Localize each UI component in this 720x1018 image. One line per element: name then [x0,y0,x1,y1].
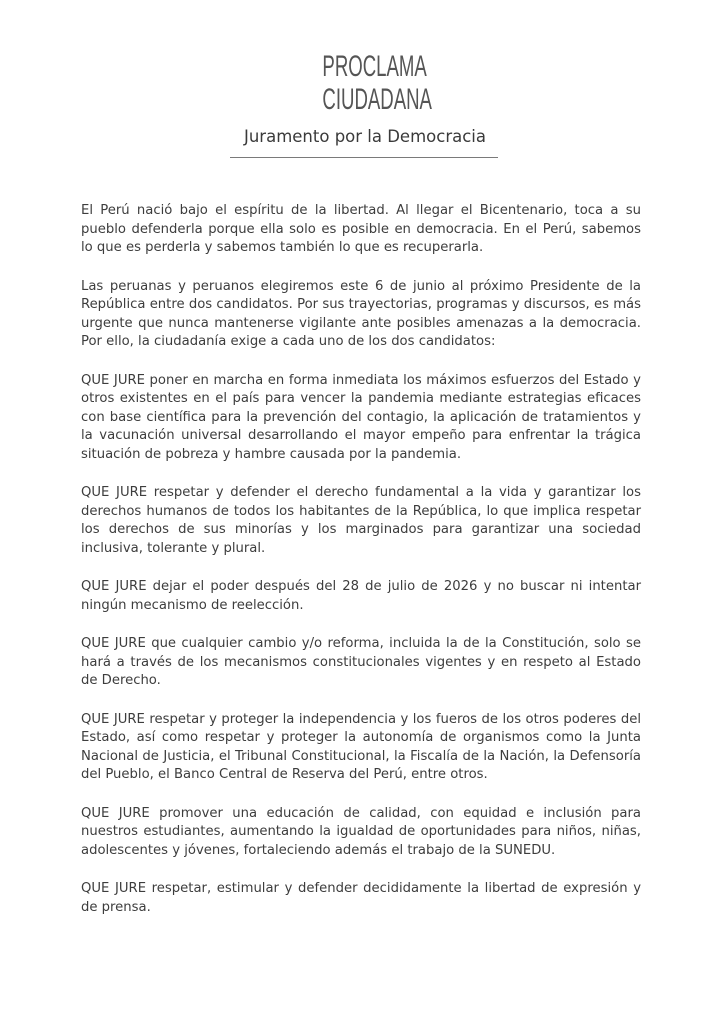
paragraph-oath-term-limit: QUE JURE dejar el poder después del 28 de julio de 2026 y no buscar ni intentar ningún mecanismo de reelección. [81,579,641,613]
subtitle-divider [230,157,498,158]
paragraph-oath-separation-of-powers: QUE JURE respetar y proteger la independencia y los fueros de los otros poderes del Estado, así como respetar y proteger la autonomía de organismos como la Junta Nacional de Justicia, el Tribunal Constitucional, la Fiscalía de la Nación, la Defensoría del Pueblo, el Banco Central de Reserva del Perú, entre otros. [81,711,641,782]
paragraph-election: Las peruanas y peruanos elegiremos este 6 de junio al próximo Presidente de la República entre dos candidatos. Por sus trayectorias, programas y discursos, es más urgente que nunca mantenerse vigilante ante posibles amenazas a la democracia. Por ello, la ciudadanía exige a cada uno de los dos candidatos: [81,278,641,349]
title-line-1: PROCLAMA [322,50,427,83]
paragraph-oath-education: QUE JURE promover una educación de calidad, con equidad e inclusión para nuestros estudiantes, aumentando la igualdad de oportunidades para niños, niñas, adolescentes y jóvenes, fortaleciendo además el trabajo de la SUNEDU. [81,805,641,858]
paragraph-oath-constitution: QUE JURE que cualquier cambio y/o reforma, incluida la de la Constitución, solo se hará a través de los mecanismos constitucionales vigentes y en respeto al Estado de Derecho. [81,636,641,688]
document-title [300,50,432,116]
paragraph-oath-press-freedom: QUE JURE respetar, estimular y defender decididamente la libertad de expresión y de prensa. [81,881,641,915]
title-line-2: CIUDADANA [322,83,432,116]
document-body [81,202,641,937]
paragraph-oath-human-rights: QUE JURE respetar y defender el derecho fundamental a la vida y garantizar los derechos humanos de todos los habitantes de la República, lo que implica respetar los derechos de sus minorías y los marginados para garantizar una sociedad inclusiva, tolerante y plural. [81,485,641,556]
document-subtitle: Juramento por la Democracia [243,127,486,146]
paragraph-oath-pandemic: QUE JURE poner en marcha en forma inmediata los máximos esfuerzos del Estado y otros existentes en el país para vencer la pandemia mediante estrategias eficaces con base científica para la prevención del contagio, la aplicación de tratamientos y la vacunación universal desarrollando el mayor empeño para enfrentar la trágica situación de pobreza y hambre causada por la pandemia. [81,372,641,462]
paragraph-intro: El Perú nació bajo el espíritu de la libertad. Al llegar el Bicentenario, toca a su pueblo defenderla porque ella solo es posible en democracia. En el Perú, sabemos lo que es perderla y sabemos también lo que es recuperarla. [81,203,641,255]
